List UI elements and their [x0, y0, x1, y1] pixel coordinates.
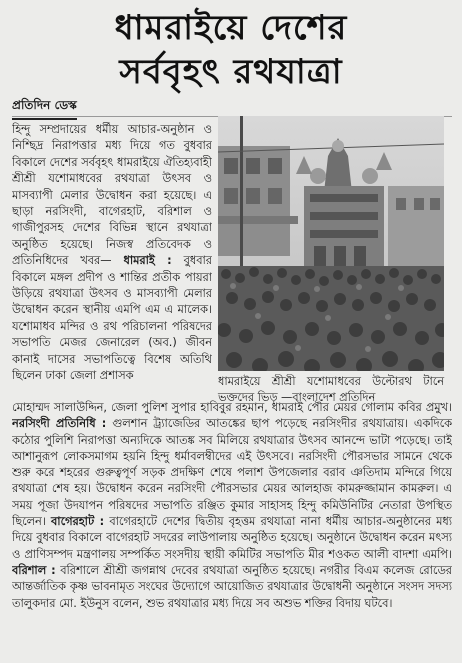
full-width-body	[12, 400, 452, 657]
bagerhat-paragraph: বাগেরহাটে দেশের দ্বিতীয় বৃহত্তম রথযাত্রা নানা ধর্মীয় আচার-অনুষ্ঠানের মধ্য দিয়ে বুধবার বিকালে বাগেরহাট সদরের লাউপালায় অনুষ্ঠিত হয়েছে। অনুষ্ঠানে উদ্বোধন করেন মৎস্য ও প্রাণিসম্পদ মন্ত্রণালয় সম্পর্কিত সংসদীয় স্থায়ী কমিটির সভাপতি মীর শওকত আলী বাদশা এমপি।	[12, 515, 452, 561]
dhamrai-paragraph: বুধবার বিকালে মঙ্গল প্রদীপ ও শান্তির প্রতীক পায়রা উড়িয়ে রথযাত্রা উৎসব ও মাসব্যাপী মেলার উদ্বোধন করেন স্থানীয় এমপি এম এ মালেক। যশোমাধব মন্দির ও রথ পরিচালনা পরিষদের সভাপতি মেজর জেনারেল (অব.) জীবন কানাই দাসের সভাপতিত্বে বিশেষ অতিথি ছিলেন ঢাকা জেলা প্রশাসক	[12, 254, 212, 383]
barisal-paragraph: বরিশালে শ্রীশ্রী জগন্নাথ দেবের রথযাত্রা অনুষ্ঠিত হয়েছে। নগরীর বিএম কলেজ রোডের আন্তর্জাতিক কৃষ্ণ ভাবনামৃত সংঘের উদ্যোগে আয়োজিত রথযাত্রার উদ্বোধনী অনুষ্ঠানে সংসদ সদস্য তালুকদার মো. ইউনুস বলেন, শুভ রথযাত্রার মধ্য দিয়ে সব অশুভ শক্তির বিদায় ঘটবে।	[12, 563, 452, 610]
left-column-text	[12, 122, 212, 384]
barisal-label: বরিশাল :	[12, 563, 56, 577]
narsingdi-paragraph: গুলশান ট্র্যাজেডির আতঙ্কের ছাপ পড়েছে নরসিংদীর রথযাত্রায়। একদিকে কঠোর পুলিশি নিরাপত্তা অন্যদিকে আতঙ্ক সব মিলিয়ে রথযাত্রার উৎসব আনন্দে ভাটা পড়েছে। তাই আশানুরূপ লোকসমাগম হয়নি হিন্দু ধর্মাবলম্বীদের এই উৎসবে। নরসিংদী পৌরসভার সামনে থেকে শুরু করে শহরের গুরুত্বপূর্ণ সড়ক প্রদক্ষিণ শেষে পলাশ উপজেলার বরাব ঞতিদাম মন্দিরে গিয়ে রথযাত্রা শেষ হয়। উদ্বোধন করেন নরসিংদী পৌরসভার মেয়র আলহাজ কামরুজ্জামান কামরুল। এ সময় পূজা উদযাপন পরিষদের সভাপতি রঞ্জিত কুমার সাহাসহ হিন্দু কমিউনিটির নেতারা উপস্থিত ছিলেন।	[12, 417, 452, 529]
rath-yatra-photo-illustration	[218, 116, 444, 371]
rath-yatra-photo	[218, 116, 444, 371]
narsingdi-label: নরসিংদী প্রতিনিধি :	[12, 417, 107, 431]
byline: প্রতিদিন ডেস্ক	[12, 97, 77, 120]
body-paragraph-1: মোহাম্মদ সালাউদ্দিন, জেলা পুলিশ সুপার হাবিবুর রহমান, ধামরাই পৌর মেয়র গোলাম কবির প্রমুখ।	[12, 401, 452, 414]
headline-line-2: সর্ববৃহৎ রথযাত্রা	[119, 52, 343, 92]
intro-paragraph: হিন্দু সম্প্রদায়ের ধর্মীয় আচার-অনুষ্ঠান ও নিশ্ছিদ্র নিরাপত্তার মধ্য দিয়ে গত বুধবার বিকালে দেশের সর্ববৃহৎ ধামরাইয়ে ঐতিহ্যবাহী শ্রীশ্রী যশোমাধবের রথযাত্রা উৎসব ও মাসব্যাপী মেলার উদ্বোধন করা হয়েছে। এ ছাড়া নরসিংদী, বাগেরহাট, বরিশাল ও গাজীপুরসহ দেশের বিভিন্ন স্থানে রথযাত্রা অনুষ্ঠিত হয়েছে। নিজস্ব প্রতিবেদক ও প্রতিনিধিদের খবর—	[12, 123, 212, 268]
headline-line-1: ধামরাইয়ে দেশের	[114, 8, 348, 48]
headline	[0, 6, 462, 94]
dhamrai-label: ধামরাই :	[123, 254, 172, 268]
photo-caption: ধামরাইয়ে শ্রীশ্রী যশোমাধবের উল্টোরথ টানে ভক্তদের ভিড় —বাংলাদেশ প্রতিদিন	[218, 375, 444, 404]
bagerhat-label: বাগেরহাট :	[51, 515, 105, 529]
